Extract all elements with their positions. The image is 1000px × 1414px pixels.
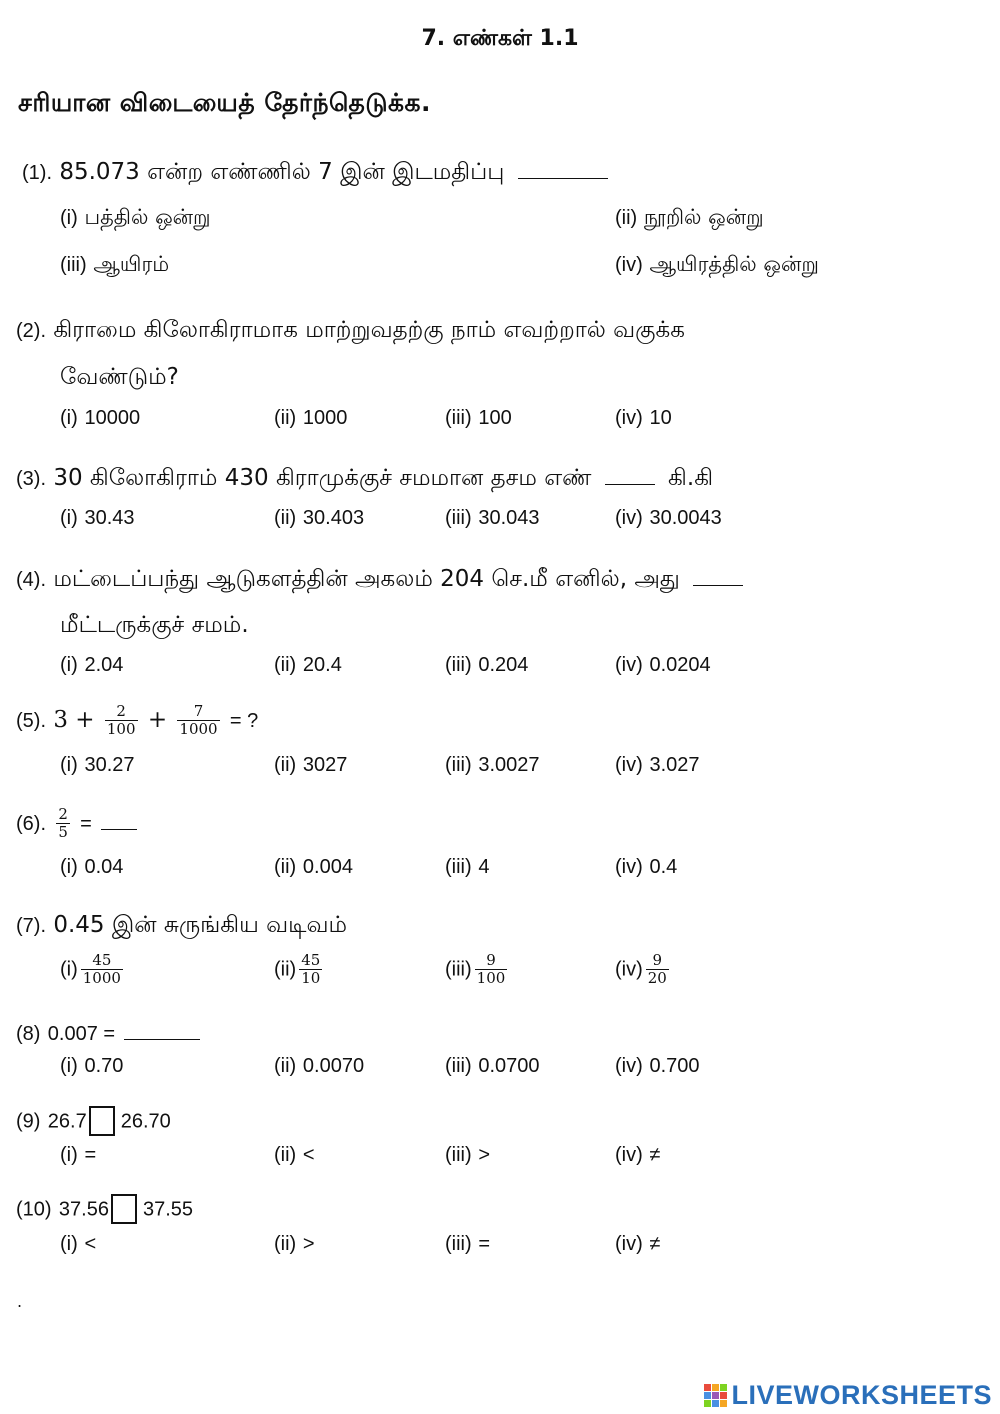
option-2-ii[interactable] bbox=[274, 405, 347, 430]
question-10 bbox=[16, 1194, 193, 1224]
option-label: (iii) bbox=[445, 407, 472, 429]
option-1-i[interactable] bbox=[60, 205, 211, 232]
fraction bbox=[105, 703, 138, 738]
option-text: 0.0070 bbox=[302, 1055, 365, 1077]
option-label: (ii) bbox=[274, 1233, 297, 1255]
fraction bbox=[81, 952, 123, 987]
equals-sign: = bbox=[80, 813, 92, 835]
option-3-iv[interactable] bbox=[615, 505, 722, 530]
option-text: > bbox=[302, 1233, 315, 1255]
option-5-iv[interactable] bbox=[615, 752, 700, 777]
option-text: 0.004 bbox=[302, 856, 353, 878]
option-2-iv[interactable] bbox=[615, 405, 672, 430]
option-text: ஆயிரத்தில் ஒன்று bbox=[649, 252, 819, 276]
option-1-iv[interactable] bbox=[615, 252, 819, 279]
option-3-iii[interactable] bbox=[445, 505, 540, 530]
question-number: (3). bbox=[16, 468, 46, 490]
option-text: 2.04 bbox=[84, 654, 124, 676]
question-4-line2: மீட்டருக்குச் சமம். bbox=[60, 612, 249, 638]
unit-label: கி.கி bbox=[668, 465, 714, 491]
option-text: நூறில் ஒன்று bbox=[643, 205, 764, 229]
option-2-iii[interactable] bbox=[445, 405, 512, 430]
question-9 bbox=[16, 1106, 171, 1136]
option-7-iv[interactable] bbox=[615, 952, 672, 987]
option-4-iii[interactable] bbox=[445, 652, 528, 677]
option-4-iv[interactable] bbox=[615, 652, 711, 677]
logo-grid-icon bbox=[704, 1384, 727, 1407]
option-label: (i) bbox=[60, 407, 78, 429]
option-label: (iv) bbox=[615, 407, 643, 429]
option-9-iv[interactable] bbox=[615, 1142, 660, 1167]
option-label: (iii) bbox=[445, 654, 472, 676]
option-5-iii[interactable] bbox=[445, 752, 540, 777]
question-text: 85.073 என்ற எண்ணில் 7 இன் இடமதிப்பு bbox=[59, 159, 505, 185]
option-label: (iv) bbox=[615, 1233, 643, 1255]
option-label: (ii) bbox=[274, 654, 297, 676]
instruction: சரியான விடையைத் தேர்ந்தெடுக்க. bbox=[18, 88, 432, 117]
question-text: மட்டைப்பந்து ஆடுகளத்தின் அகலம் 204 செ.மீ எனில், அது bbox=[53, 566, 680, 592]
logo-text: LIVEWORKSHEETS bbox=[731, 1380, 992, 1410]
question-7 bbox=[16, 912, 347, 941]
numerator: 9 bbox=[486, 951, 496, 969]
option-text: < bbox=[84, 1233, 97, 1255]
numerator: 45 bbox=[92, 951, 112, 969]
option-text: > bbox=[478, 1144, 491, 1166]
option-label: (i) bbox=[60, 1144, 78, 1166]
denominator: 100 bbox=[106, 720, 136, 738]
option-text: 0.70 bbox=[84, 1055, 124, 1077]
option-text: பத்தில் ஒன்று bbox=[84, 205, 211, 229]
option-text: 3027 bbox=[302, 754, 348, 776]
option-2-i[interactable] bbox=[60, 405, 140, 430]
option-8-i[interactable] bbox=[60, 1053, 123, 1078]
denominator: 10 bbox=[301, 969, 321, 987]
option-3-i[interactable] bbox=[60, 505, 135, 530]
answer-blank[interactable] bbox=[605, 464, 655, 485]
fraction bbox=[177, 703, 219, 738]
equals-question: = ? bbox=[229, 710, 259, 732]
option-10-iv[interactable] bbox=[615, 1231, 660, 1256]
question-text: 0.007 = bbox=[47, 1023, 116, 1045]
left-number: 26.7 bbox=[47, 1110, 87, 1133]
answer-blank[interactable] bbox=[693, 565, 743, 586]
option-label: (iii) bbox=[445, 1055, 472, 1077]
option-label: (iii) bbox=[445, 958, 472, 981]
option-text: 0.04 bbox=[84, 856, 124, 878]
numerator: 7 bbox=[193, 702, 204, 720]
question-8 bbox=[16, 1019, 200, 1046]
option-8-ii[interactable] bbox=[274, 1053, 364, 1078]
option-6-iv[interactable] bbox=[615, 854, 677, 879]
option-label: (iii) bbox=[445, 754, 472, 776]
option-label: (i) bbox=[60, 754, 78, 776]
option-7-i[interactable] bbox=[60, 952, 126, 987]
question-number: (4). bbox=[16, 569, 46, 591]
question-3 bbox=[16, 464, 713, 494]
option-1-iii[interactable] bbox=[60, 252, 169, 279]
option-text: 3.027 bbox=[649, 754, 700, 776]
option-text: = bbox=[84, 1144, 97, 1166]
option-9-ii[interactable] bbox=[274, 1142, 315, 1167]
option-label: (iii) bbox=[445, 1233, 472, 1255]
question-number: (5). bbox=[16, 710, 46, 732]
whole-number: 3 bbox=[53, 707, 68, 733]
option-text: 0.204 bbox=[478, 654, 529, 676]
option-10-ii[interactable] bbox=[274, 1231, 315, 1256]
answer-blank[interactable] bbox=[124, 1019, 200, 1040]
option-3-ii[interactable] bbox=[274, 505, 364, 530]
question-4 bbox=[16, 565, 743, 595]
option-label: (iii) bbox=[445, 1144, 472, 1166]
option-9-iii[interactable] bbox=[445, 1142, 490, 1167]
option-label: (i) bbox=[60, 207, 78, 229]
plus-sign: + bbox=[75, 707, 95, 733]
fraction bbox=[646, 952, 669, 987]
option-label: (ii) bbox=[274, 958, 297, 981]
option-7-iii[interactable] bbox=[445, 952, 510, 987]
comparison-answer-box[interactable] bbox=[111, 1194, 137, 1224]
option-5-i[interactable] bbox=[60, 752, 135, 777]
option-label: (ii) bbox=[274, 856, 297, 878]
right-number: 37.55 bbox=[142, 1198, 194, 1221]
option-text: 1000 bbox=[302, 407, 348, 429]
option-label: (iv) bbox=[615, 654, 643, 676]
question-number: (9) bbox=[16, 1110, 41, 1133]
option-text: ஆயிரம் bbox=[93, 252, 170, 276]
option-text: < bbox=[302, 1144, 315, 1166]
option-text: 30.403 bbox=[302, 507, 365, 529]
option-label: (ii) bbox=[274, 407, 297, 429]
option-text: 30.27 bbox=[84, 754, 135, 776]
numerator: 2 bbox=[58, 805, 68, 823]
question-number: (7). bbox=[16, 915, 46, 937]
option-label: (ii) bbox=[274, 754, 297, 776]
option-text: 10000 bbox=[84, 407, 141, 429]
left-number: 37.56 bbox=[58, 1198, 109, 1221]
option-label: (iii) bbox=[445, 856, 472, 878]
option-label: (iv) bbox=[615, 856, 643, 878]
denominator: 1000 bbox=[82, 969, 121, 987]
option-10-iii[interactable] bbox=[445, 1231, 490, 1256]
denominator: 5 bbox=[58, 823, 68, 841]
question-5 bbox=[16, 703, 258, 738]
numerator: 45 bbox=[301, 951, 321, 969]
question-2 bbox=[16, 317, 685, 346]
option-label: (ii) bbox=[274, 1055, 297, 1077]
question-6 bbox=[16, 806, 137, 841]
option-4-ii[interactable] bbox=[274, 652, 342, 677]
question-number: (10) bbox=[16, 1198, 52, 1221]
option-label: (iv) bbox=[615, 1055, 643, 1077]
option-label: (iii) bbox=[60, 254, 87, 276]
worksheet-title: 7. எண்கள் 1.1 bbox=[421, 26, 579, 51]
option-text: 0.4 bbox=[649, 856, 678, 878]
option-text: 0.700 bbox=[649, 1055, 700, 1077]
denominator: 20 bbox=[647, 969, 667, 987]
comparison-answer-box[interactable] bbox=[89, 1106, 115, 1136]
fraction bbox=[299, 952, 322, 987]
option-text: 0.0700 bbox=[478, 1055, 540, 1077]
option-label: (i) bbox=[60, 958, 78, 981]
option-text: 0.0204 bbox=[649, 654, 711, 676]
option-4-i[interactable] bbox=[60, 652, 123, 677]
option-10-i[interactable] bbox=[60, 1231, 96, 1256]
plus-sign: + bbox=[147, 707, 168, 733]
answer-blank[interactable] bbox=[518, 158, 608, 179]
option-label: (ii) bbox=[274, 1144, 297, 1166]
question-number: (8) bbox=[16, 1023, 41, 1045]
right-number: 26.70 bbox=[120, 1110, 171, 1133]
question-2-line2: வேண்டும்? bbox=[60, 364, 179, 390]
option-text: ≠ bbox=[649, 1144, 661, 1166]
option-label: (i) bbox=[60, 1055, 78, 1077]
option-label: (ii) bbox=[615, 207, 638, 229]
option-label: (iv) bbox=[615, 254, 643, 276]
option-6-ii[interactable] bbox=[274, 854, 353, 879]
option-label: (iv) bbox=[615, 507, 643, 529]
option-5-ii[interactable] bbox=[274, 752, 347, 777]
option-text: 100 bbox=[478, 407, 512, 429]
option-label: (i) bbox=[60, 654, 78, 676]
option-text: 30.43 bbox=[84, 507, 135, 529]
option-label: (i) bbox=[60, 1233, 78, 1255]
question-number: (6). bbox=[16, 813, 46, 835]
option-text: 10 bbox=[649, 407, 672, 429]
question-text: 0.45 இன் சுருங்கிய வடிவம் bbox=[53, 912, 348, 938]
option-8-iii[interactable] bbox=[445, 1053, 540, 1078]
option-text: = bbox=[478, 1233, 491, 1255]
option-1-ii[interactable] bbox=[615, 205, 764, 232]
option-8-iv[interactable] bbox=[615, 1053, 700, 1078]
option-label: (i) bbox=[60, 856, 78, 878]
option-text: 3.0027 bbox=[478, 754, 540, 776]
option-6-i[interactable] bbox=[60, 854, 123, 879]
option-label: (ii) bbox=[274, 507, 297, 529]
option-6-iii[interactable] bbox=[445, 854, 489, 879]
option-text: ≠ bbox=[649, 1233, 661, 1255]
question-number: (2). bbox=[16, 320, 46, 342]
option-text: 30.043 bbox=[478, 507, 540, 529]
option-label: (iv) bbox=[615, 958, 643, 981]
fraction bbox=[56, 806, 70, 841]
option-7-ii[interactable] bbox=[274, 952, 325, 987]
question-number: (1). bbox=[22, 162, 52, 184]
numerator: 2 bbox=[116, 702, 126, 720]
numerator: 9 bbox=[652, 951, 663, 969]
footer-dot: . bbox=[17, 1292, 23, 1311]
question-1 bbox=[22, 158, 608, 188]
option-text: 30.0043 bbox=[649, 507, 722, 529]
option-label: (i) bbox=[60, 507, 78, 529]
option-label: (iii) bbox=[445, 507, 472, 529]
option-label: (iv) bbox=[615, 1144, 643, 1166]
fraction bbox=[475, 952, 508, 987]
option-label: (iv) bbox=[615, 754, 643, 776]
denominator: 1000 bbox=[179, 720, 218, 738]
option-text: 4 bbox=[478, 856, 490, 878]
answer-blank[interactable] bbox=[101, 809, 137, 830]
question-text: 30 கிலோகிராம் 430 கிராமுக்குச் சமமான தசம எண் bbox=[53, 465, 592, 491]
denominator: 100 bbox=[476, 969, 506, 987]
option-text: 20.4 bbox=[302, 654, 342, 676]
option-9-i[interactable] bbox=[60, 1142, 96, 1167]
liveworksheets-logo bbox=[704, 1380, 992, 1411]
question-text: கிராமை கிலோகிராமாக மாற்றுவதற்கு நாம் எவற்றால் வகுக்க bbox=[53, 317, 685, 343]
